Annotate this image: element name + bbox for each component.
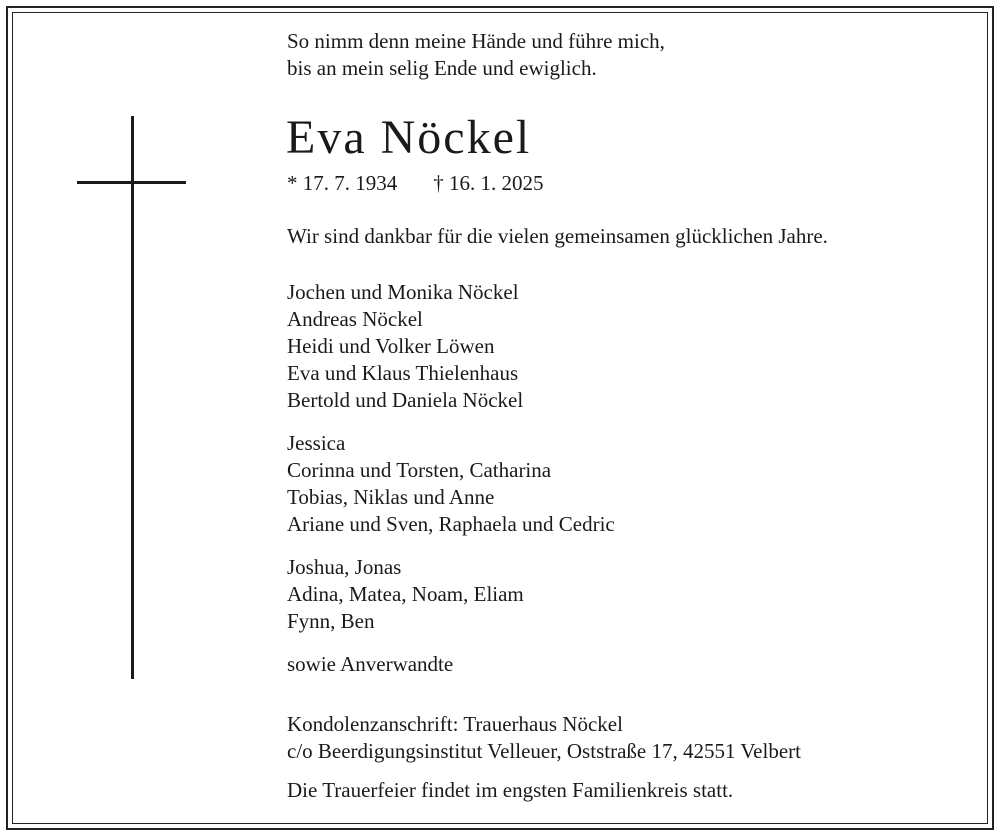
verse-line: bis an mein selig Ende und ewiglich. [287, 56, 597, 80]
grandchildren-list [287, 430, 977, 538]
cross-icon-vertical-bar [131, 116, 134, 679]
mourner-line: Fynn, Ben [287, 609, 375, 633]
ceremony-notice: Die Trauerfeier findet im engsten Familienkreis statt. [287, 778, 734, 802]
mourner-line: Jessica [287, 431, 346, 455]
mourner-line: Bertold und Daniela Nöckel [287, 388, 524, 412]
children-list [287, 279, 977, 414]
great-grandchildren-list [287, 554, 977, 635]
address-line: Kondolenzanschrift: Trauerhaus Nöckel [287, 712, 623, 736]
mourner-line: Tobias, Niklas und Anne [287, 485, 495, 509]
mourner-line: Eva und Klaus Thielenhaus [287, 361, 519, 385]
life-dates [287, 170, 977, 197]
mourner-line: Jochen und Monika Nöckel [287, 280, 519, 304]
relatives-text: sowie Anverwandte [287, 652, 454, 676]
mourner-line: Joshua, Jonas [287, 555, 402, 579]
mourner-line: Heidi und Volker Löwen [287, 334, 495, 358]
mourner-line: Ariane und Sven, Raphaela und Cedric [287, 512, 615, 536]
mourner-line: Andreas Nöckel [287, 307, 423, 331]
cross-icon-horizontal-bar [77, 181, 186, 184]
address-line: c/o Beerdigungsinstitut Velleuer, Oststraße 17, 42551 Velbert [287, 739, 801, 763]
verse-line: So nimm denn meine Hände und führe mich, [287, 29, 665, 53]
deceased-name: Eva Nöckel [286, 111, 532, 164]
mourner-line: Corinna und Torsten, Catharina [287, 458, 552, 482]
condolence-address [287, 711, 977, 765]
gratitude-text: Wir sind dankbar für die vielen gemeinsamen glücklichen Jahre. [287, 224, 828, 248]
death-date: † 16. 1. 2025 [433, 171, 544, 195]
mourner-line: Adina, Matea, Noam, Eliam [287, 582, 524, 606]
birth-date: * 17. 7. 1934 [287, 171, 398, 195]
verse [287, 28, 977, 82]
text-column [287, 28, 977, 804]
